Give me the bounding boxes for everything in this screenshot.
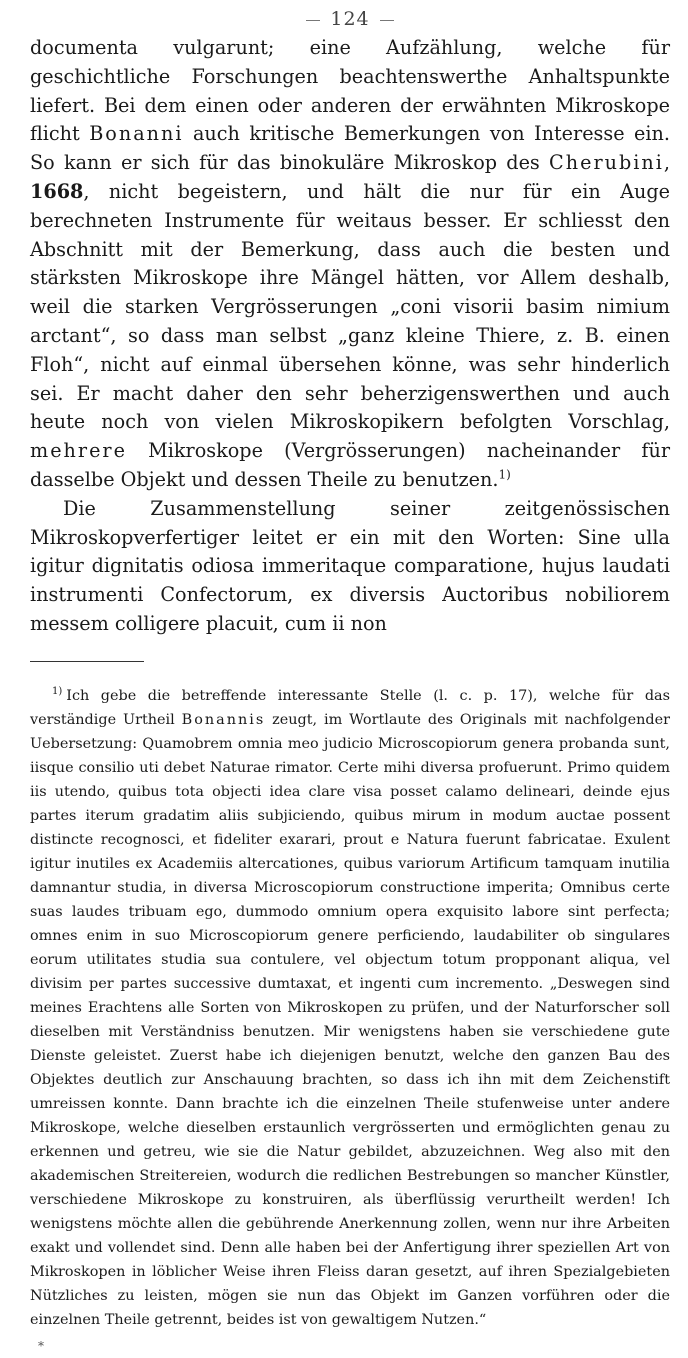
text-run: , [663,151,670,175]
text-run: mehrere [30,439,127,463]
text-run: Cherubini [549,151,664,175]
right-dash [380,20,394,21]
end-mark: * [38,1338,44,1353]
text-run: Ich gebe die betreffende interessante Stelle (l. c. p. 17), welche für das verständige Urtheil [30,687,670,728]
text-run: , nicht begeistern, und hält die nur für ein Auge berechneten Instrumente für weitaus besser. Er schliesst den Abschnitt mit der Bemerkung, dass auch die besten und stärksten Mikroskope ihre Mängel hätten, vor Allem deshalb, weil die starken Vergrösserungen „coni visorii basim nimium arctant“, so dass man selbst „ganz kleine Thiere, z. B. einen Floh“, nicht auf einmal übersehen könne, was sehr hinderlich sei. Er macht daher den sehr beherzigenswerthen und auch heute noch von vielen Mikroskopikern befolgten Vorschlag, [30,179,670,434]
text-run: auch kritische Bemerkungen von Interesse ein. So kann er sich für das binokuläre Mikroskop des [30,122,670,175]
text-run: 1668 [30,179,84,203]
page-number: 124 [330,8,370,30]
paragraph-1 [30,34,670,495]
running-head [30,6,670,32]
text-run: 1) [498,467,511,482]
footnote-rule [30,661,144,662]
left-dash [306,20,320,21]
book-page [30,6,670,1358]
footnote-marker: 1) [52,685,63,697]
text-run: Bonanni [89,122,184,146]
footnotes [30,684,670,1358]
main-text [30,34,670,639]
footnote-1 [30,684,670,1332]
text-run: Mikroskope (Vergrösserungen) nacheinander für dasselbe Objekt und dessen Theile zu benutzen. [30,439,670,491]
text-run: documenta vulgarunt; eine Aufzählung, welche für geschichtliche Forschungen beachtenswerthe Anhaltspunkte liefert. Bei dem einen oder anderen der erwähnten Mikroskope flicht [30,36,670,146]
text-run: zeugt, im Wortlaute des Originals mit nachfolgender Uebersetzung: Quamobrem omnia meo judicio Microscopiorum genera probanda sunt, iisque consilio uti debet Naturae rimator. Certe mihi diversa profuerunt. Primo quidem iis utendo, quibus tota objecti idea clare visa posset calamo delineari, deinde ejus partes iterum gradatim aliis subjiciendo, quibus mirum in modum auctae possent distincte recognosci, et fideliter exarari, prout e Natura fuerunt fabricatae. Exulent igitur inutiles ex Academiis altercationes, quibus variorum Artificum tamquam inutilia damnantur studia, in diversa Microscopiorum constructione imperita; Omnibus certe suas laudes tribuam ego, dummodo omnium opera exquisito labore sint perfecta; omnes enim in suo Microscopiorum genere perficiendo, laudabiliter ob singulares eorum utilitates studia sua contulere, vel objectum totum propponant aliqua, vel divisim per partes successive dumtaxat, et ingenti cum incremento. „Deswegen sind meines Erachtens alle Sorten von Mikroskopen zu prüfen, und der Naturforscher soll dieselben mit Verständniss benutzen. Mir wenigstens haben sie verschiedene gute Dienste geleistet. Zuerst habe ich diejenigen benutzt, welche den ganzen Bau des Objektes deutlich zur Anschauung brachten, so dass ich ihn mit dem Zeichenstift umreissen konnte. Dann brachte ich die einzelnen Theile stufenweise unter andere Mikroskope, welche dieselben erstaunlich vergrösserten und ermöglichten genau zu erkennen und getreu, wie sie die Natur gebildet, abzuzeichnen. Weg also mit den akademischen Streitereien, wodurch die redlichen Bestrebungen so mancher Künstler, verschiedene Mikroskope zu konstruiren, als überflüssig verurtheilt werden! Ich wenigstens möchte allen die gebührende Anerkennung zollen, wenn nur ihre Arbeiten exakt und vollendet sind. Denn alle haben bei der Anfertigung ihrer speziellen Art von Mikroskopen in löblicher Weise ihren Fleiss daran gesetzt, auf ihren Spezialgebieten Nützliches zu leisten, mögen sie nun das Objekt im Ganzen vorführen oder die einzelnen Theile getrennt, beides ist von gewaltigem Nutzen.“ [30,711,670,1328]
text-run: Bonannis [181,711,266,728]
paragraph-2: Die Zusammenstellung seiner zeitgenössischen Mikroskopverfertiger leitet er ein mit den Worten: Sine ulla igitur dignitatis odiosa immeritaque comparatione, hujus laudati instrumenti Confectorum, ex diversis Auctoribus nobiliorem messem colligere placuit, cum ii non [30,496,670,635]
